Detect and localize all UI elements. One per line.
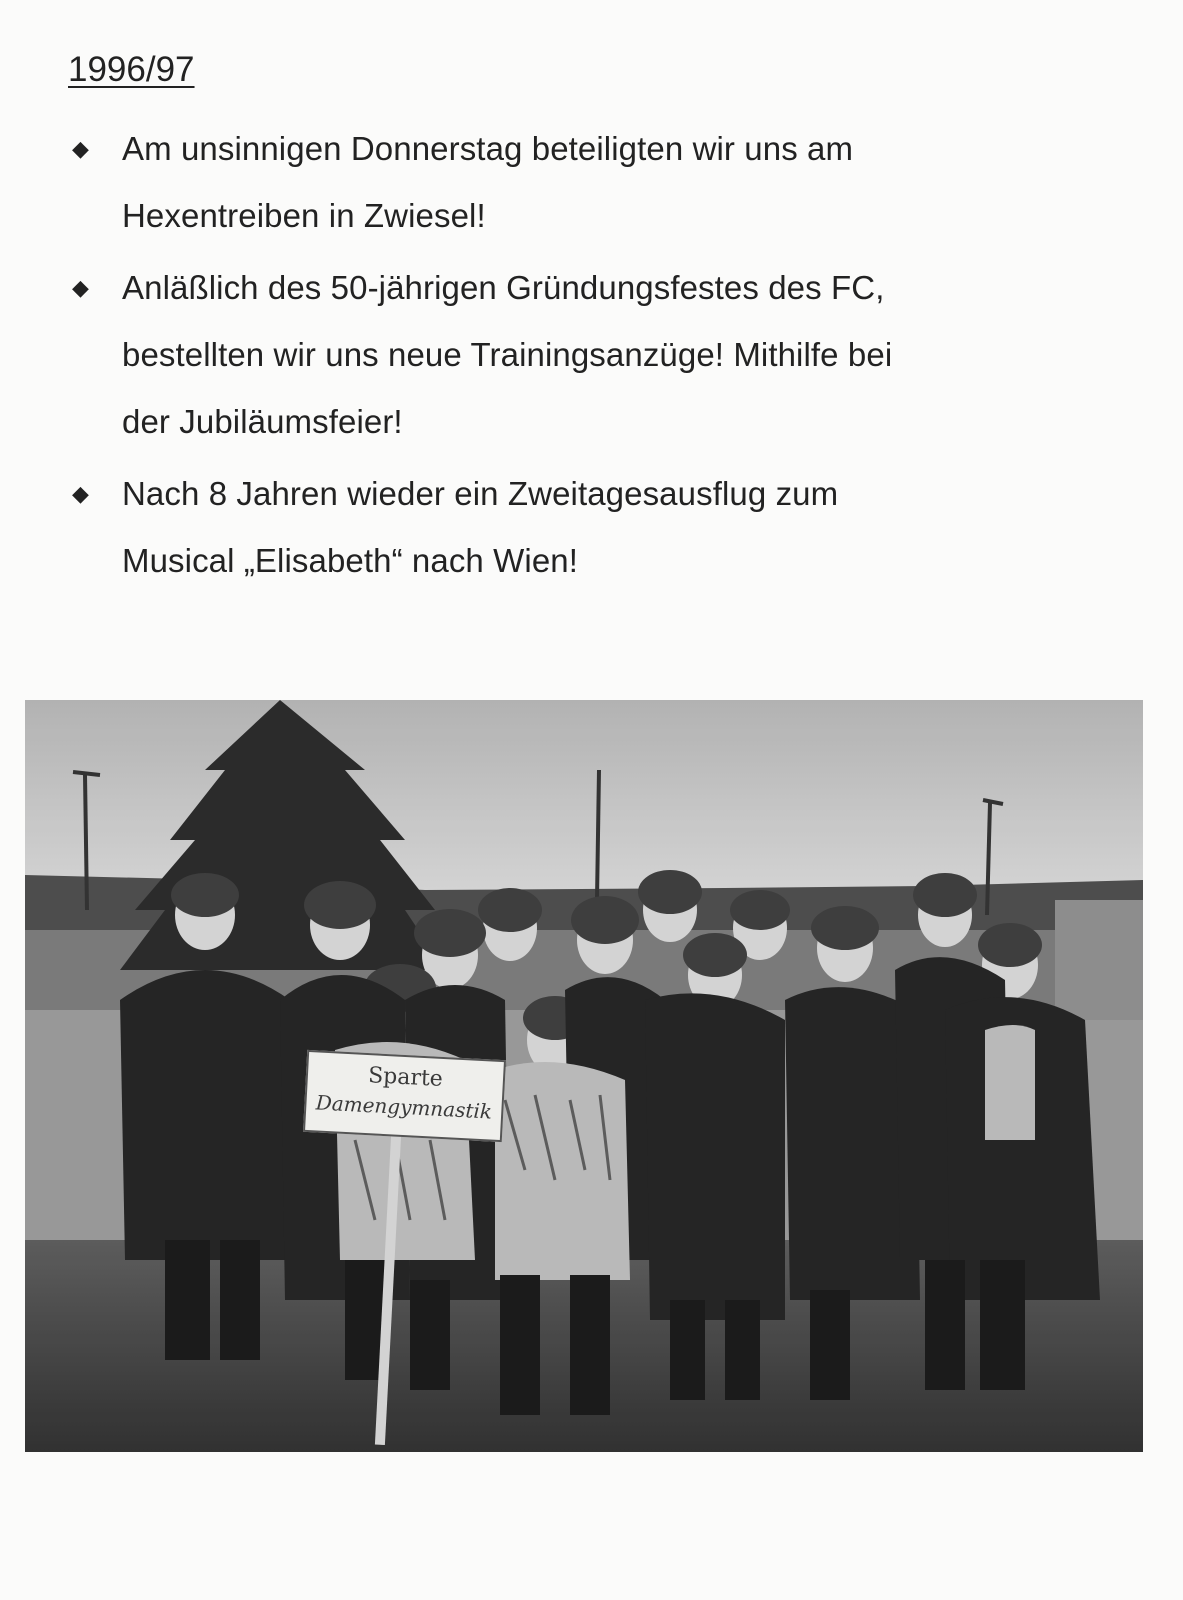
group-photo-drawing (25, 700, 1143, 1452)
bullet-item (70, 115, 1130, 249)
diamond-bullet-icon: ◆ (72, 136, 89, 161)
bullet-text: Anläßlich des 50-jährigen Gründungsfestes des FC, bestellten wir uns neue Trainingsanzüge! Mithilfe bei der Jubiläumsfeier! (122, 269, 893, 440)
bullet-item (70, 254, 1130, 455)
bullet-list (70, 115, 1130, 594)
team-sign: Sparte Damengymnastik (303, 1050, 506, 1142)
section-year-heading: 1996/97 (68, 50, 195, 89)
diamond-bullet-icon: ◆ (72, 481, 89, 506)
bullet-text: Am unsinnigen Donnerstag beteiligten wir uns am Hexentreiben in Zwiesel! (122, 130, 854, 234)
diamond-bullet-icon: ◆ (72, 275, 89, 300)
group-photo (25, 700, 1143, 1452)
bullet-text: Nach 8 Jahren wieder ein Zweitagesausflug zum Musical „Elisabeth“ nach Wien! (122, 475, 839, 579)
bullet-item (70, 460, 1130, 594)
